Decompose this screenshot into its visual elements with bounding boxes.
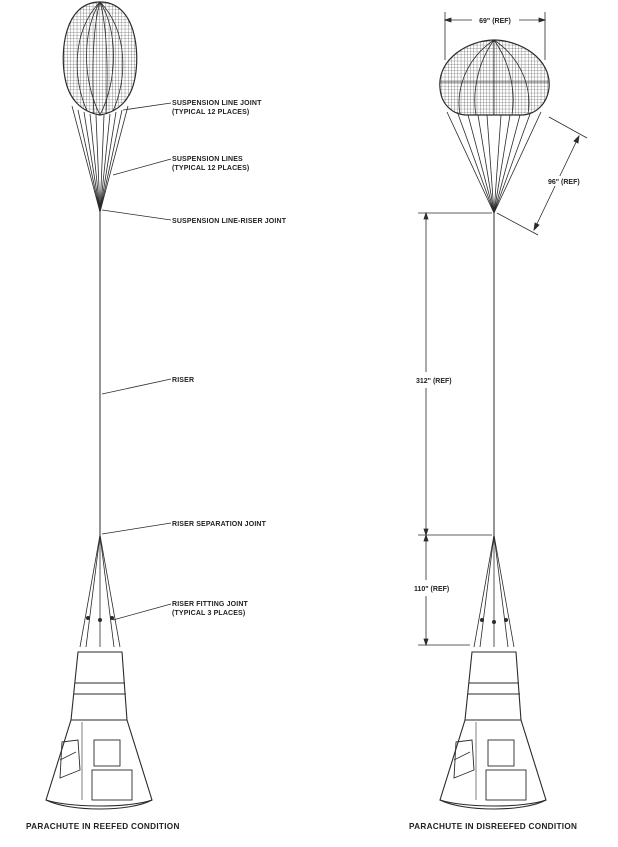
disreefed-caption: PARACHUTE IN DISREEFED CONDITION: [409, 822, 578, 831]
callout-suspension-lines: SUSPENSION LINES: [172, 156, 243, 163]
reefed-callout-leaders: [102, 103, 171, 620]
callout-suspension-lines-note: (TYPICAL 12 PLACES): [172, 165, 250, 172]
dim-line-length-label: 96" (REF): [548, 179, 580, 186]
dim-riser-length-label: 312" (REF): [416, 378, 452, 385]
callout-riser-fitting-joint-note: (TYPICAL 3 PLACES): [172, 610, 246, 617]
callout-suspension-line-riser-joint: SUSPENSION LINE-RISER JOINT: [172, 218, 287, 225]
disreefed-parachute: [409, 12, 587, 831]
reefed-canopy: [55, 0, 145, 120]
disreefed-riser-fittings: [474, 535, 514, 647]
callout-suspension-line-joint: SUSPENSION LINE JOINT: [172, 100, 262, 107]
callout-riser-separation-joint: RISER SEPARATION JOINT: [172, 521, 267, 528]
disreefed-suspension-lines: [447, 112, 541, 213]
dim-riser-length: [418, 213, 492, 535]
reefed-suspension-lines: [72, 106, 128, 212]
callout-suspension-line-joint-note: (TYPICAL 12 PLACES): [172, 109, 250, 116]
reefed-parachute: [26, 0, 287, 831]
reefed-capsule: [46, 652, 152, 809]
reefed-callouts: [172, 100, 287, 617]
dim-canopy-width-label: 69" (REF): [479, 18, 511, 25]
disreefed-capsule: [440, 652, 546, 809]
svg-text:SUSPENSION LINE JOINT(TYPICAL: [172, 100, 262, 116]
disreefed-canopy: [436, 36, 554, 120]
dim-fitting-length-label: 110" (REF): [414, 586, 450, 593]
reefed-caption: PARACHUTE IN REEFED CONDITION: [26, 822, 180, 831]
svg-text:SUSPENSION LINES(TYPICAL 12 PL: [172, 156, 249, 172]
callout-riser: RISER: [172, 377, 195, 384]
callout-riser-fitting-joint: RISER FITTING JOINT: [172, 601, 248, 608]
reefed-riser-fittings: [80, 535, 120, 647]
svg-text:RISER FITTING JOINT(TYPICAL 3: [172, 601, 249, 617]
